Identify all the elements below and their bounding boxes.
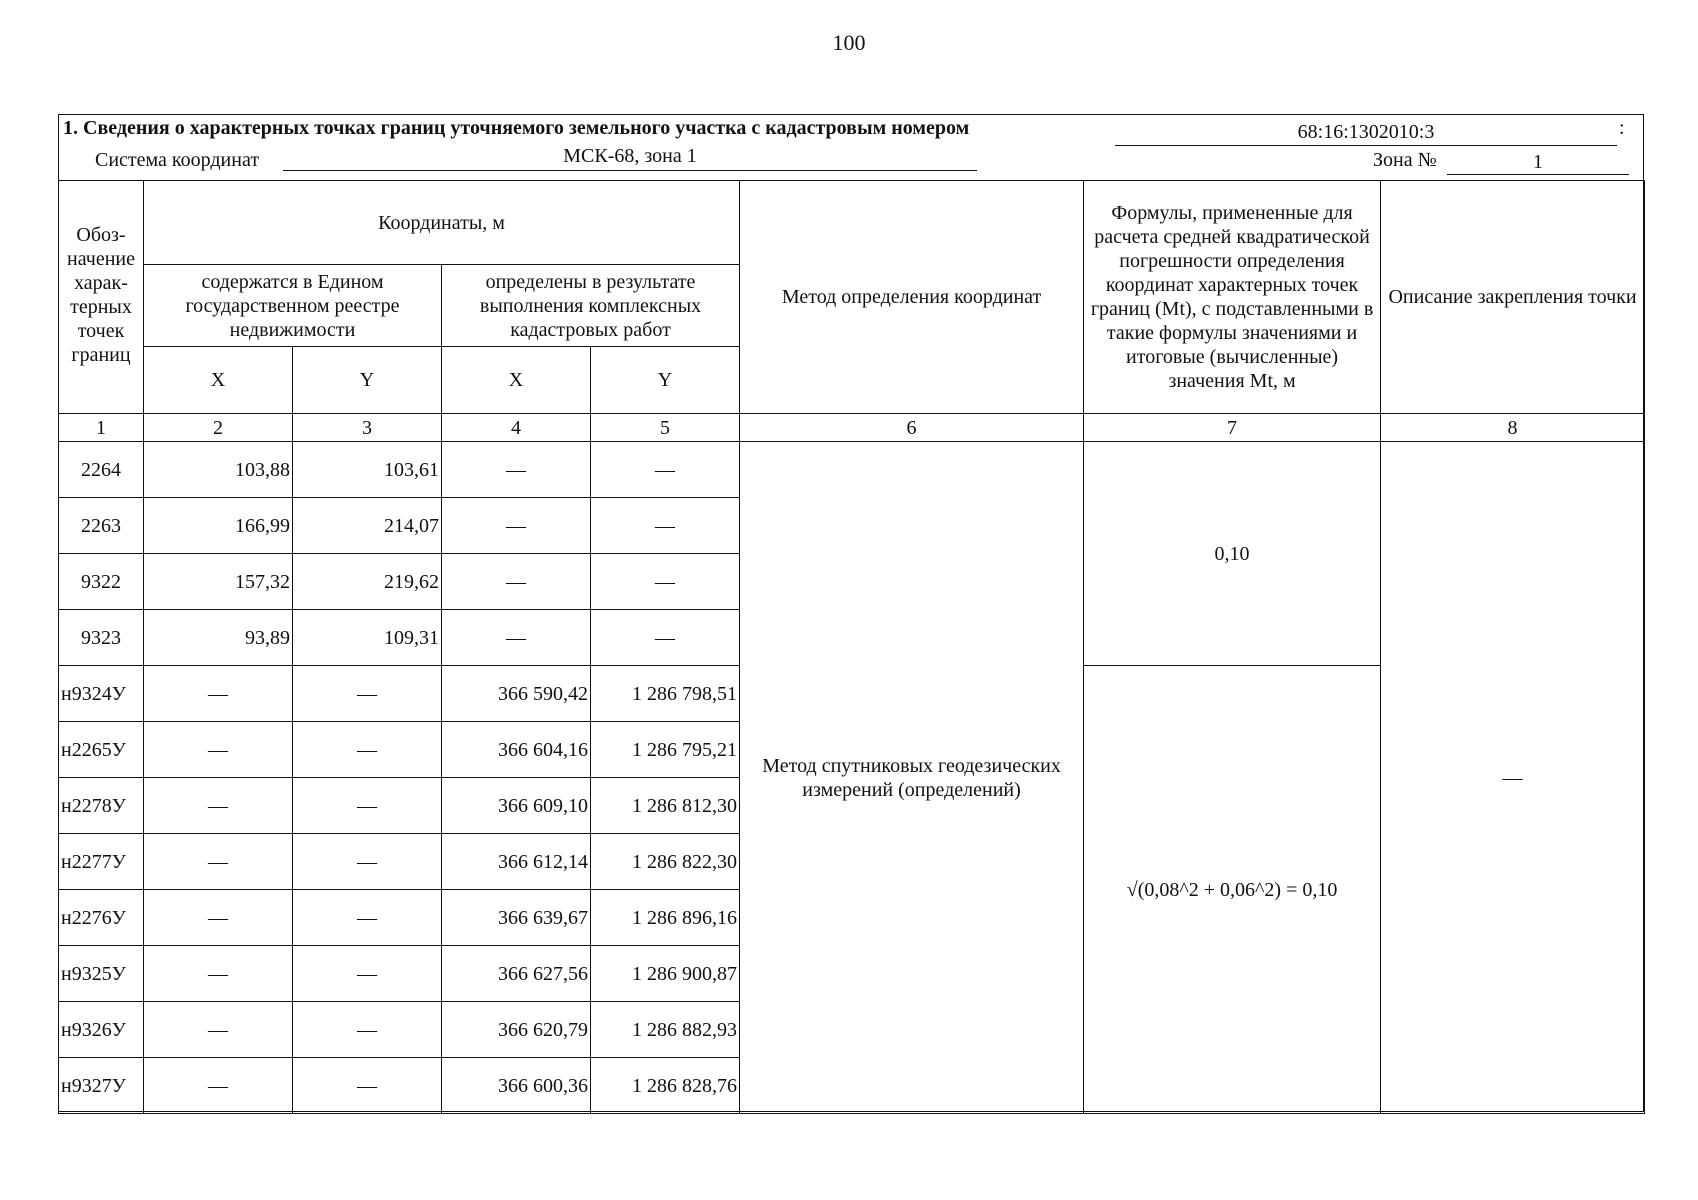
- section-title: 1. Сведения о характерных точках границ уточняемого земельного участка с кадастровым номером: [63, 117, 970, 139]
- header-x-registry: X: [144, 347, 293, 414]
- x-determined: 366 612,14: [442, 834, 591, 890]
- method-cell: Метод спутниковых геодезических измерений (определений): [740, 442, 1084, 1114]
- mt-formula-cell: √(0,08^2 + 0,06^2) = 0,10: [1084, 666, 1381, 1114]
- zone-value: 1: [1447, 151, 1629, 175]
- column-number: 6: [740, 414, 1084, 442]
- header-point-designation: Обоз-начение харак-терных точек границ: [59, 181, 144, 414]
- x-determined: 366 627,56: [442, 946, 591, 1002]
- point-name: н9324У: [59, 666, 144, 722]
- header-x-determined: X: [442, 347, 591, 414]
- y-determined: 1 286 900,87: [591, 946, 740, 1002]
- column-number: 4: [442, 414, 591, 442]
- x-determined: —: [442, 610, 591, 666]
- point-name: н9326У: [59, 1002, 144, 1058]
- y-registry: 219,62: [293, 554, 442, 610]
- description-cell: —: [1381, 442, 1645, 1114]
- header-y-determined: Y: [591, 347, 740, 414]
- header-y-registry: Y: [293, 347, 442, 414]
- y-determined: 1 286 795,21: [591, 722, 740, 778]
- y-registry: —: [293, 834, 442, 890]
- point-name: н2265У: [59, 722, 144, 778]
- x-registry: —: [144, 778, 293, 834]
- x-registry: 166,99: [144, 498, 293, 554]
- header-coordinates: Координаты, м: [144, 181, 740, 265]
- point-name: н2277У: [59, 834, 144, 890]
- y-registry: —: [293, 946, 442, 1002]
- header-description: Описание закрепления точки: [1381, 181, 1645, 414]
- point-name: 2264: [59, 442, 144, 498]
- y-determined: —: [591, 554, 740, 610]
- column-numbers-row: [59, 414, 1645, 442]
- y-determined: 1 286 882,93: [591, 1002, 740, 1058]
- x-registry: —: [144, 1002, 293, 1058]
- column-number: 3: [293, 414, 442, 442]
- y-determined: 1 286 798,51: [591, 666, 740, 722]
- zone-label: Зона №: [1373, 149, 1437, 171]
- column-number: 1: [59, 414, 144, 442]
- y-determined: 1 286 896,16: [591, 890, 740, 946]
- mt-value-cell: 0,10: [1084, 442, 1381, 666]
- x-determined: 366 600,36: [442, 1058, 591, 1114]
- y-registry: 109,31: [293, 610, 442, 666]
- x-registry: 157,32: [144, 554, 293, 610]
- cadastral-colon: :: [1619, 117, 1625, 139]
- x-registry: 103,88: [144, 442, 293, 498]
- y-determined: —: [591, 498, 740, 554]
- cadastral-number: 68:16:1302010:3: [1115, 121, 1617, 146]
- x-determined: 366 590,42: [442, 666, 591, 722]
- y-determined: 1 286 828,76: [591, 1058, 740, 1114]
- y-registry: 214,07: [293, 498, 442, 554]
- point-name: н2276У: [59, 890, 144, 946]
- y-registry: —: [293, 1002, 442, 1058]
- point-name: н2278У: [59, 778, 144, 834]
- x-determined: —: [442, 554, 591, 610]
- coordinates-table: [58, 180, 1645, 1114]
- x-registry: 93,89: [144, 610, 293, 666]
- header-formulas: Формулы, примененные для расчета средней квадратической погрешности определения координат характерных точек границ (Mt), с подставленными в такие формулы значениями и итоговые (вычисленные) значения Mt, м: [1084, 181, 1381, 414]
- table-row: [59, 442, 1645, 498]
- point-name: н9325У: [59, 946, 144, 1002]
- y-registry: —: [293, 666, 442, 722]
- y-determined: —: [591, 442, 740, 498]
- y-determined: —: [591, 610, 740, 666]
- x-registry: —: [144, 834, 293, 890]
- y-registry: 103,61: [293, 442, 442, 498]
- y-registry: —: [293, 778, 442, 834]
- header-in-registry: содержатся в Едином государственном реестре недвижимости: [144, 265, 442, 347]
- y-registry: —: [293, 1058, 442, 1114]
- x-registry: —: [144, 1058, 293, 1114]
- x-registry: —: [144, 890, 293, 946]
- y-determined: 1 286 822,30: [591, 834, 740, 890]
- y-registry: —: [293, 722, 442, 778]
- x-registry: —: [144, 722, 293, 778]
- x-determined: 366 609,10: [442, 778, 591, 834]
- y-registry: —: [293, 890, 442, 946]
- y-determined: 1 286 812,30: [591, 778, 740, 834]
- document-frame: [58, 114, 1644, 1112]
- column-number: 2: [144, 414, 293, 442]
- point-name: 9323: [59, 610, 144, 666]
- x-determined: 366 620,79: [442, 1002, 591, 1058]
- section-header: [59, 115, 1643, 181]
- point-name: 2263: [59, 498, 144, 554]
- page-number: 100: [832, 30, 866, 55]
- x-determined: 366 604,16: [442, 722, 591, 778]
- point-name: 9322: [59, 554, 144, 610]
- point-name: н9327У: [59, 1058, 144, 1114]
- x-determined: 366 639,67: [442, 890, 591, 946]
- column-number: 5: [591, 414, 740, 442]
- column-number: 8: [1381, 414, 1645, 442]
- header-method: Метод определения координат: [740, 181, 1084, 414]
- column-number: 7: [1084, 414, 1381, 442]
- x-registry: —: [144, 666, 293, 722]
- x-determined: —: [442, 498, 591, 554]
- coordinate-system-label: Система координат: [95, 149, 260, 171]
- coordinate-system-value: МСК-68, зона 1: [283, 145, 977, 171]
- x-determined: —: [442, 442, 591, 498]
- x-registry: —: [144, 946, 293, 1002]
- header-determined: определены в результате выполнения комплексных кадастровых работ: [442, 265, 740, 347]
